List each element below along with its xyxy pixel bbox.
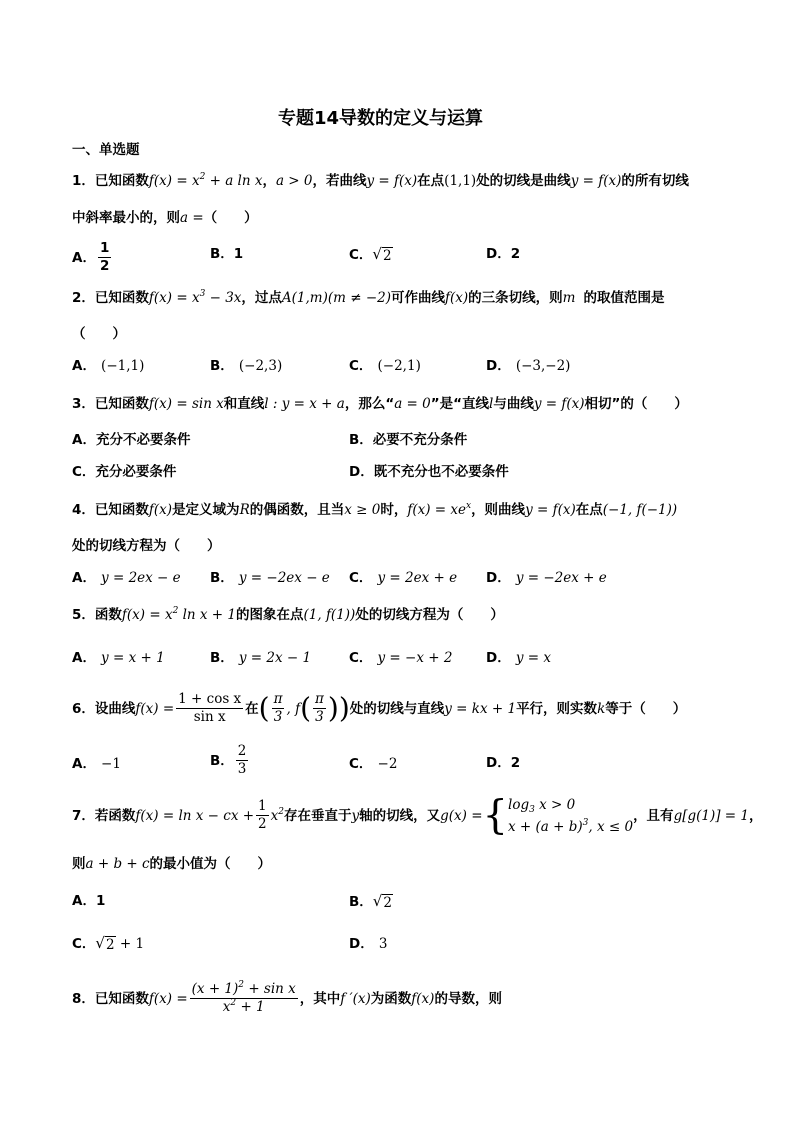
formula: y = f(x) (533, 396, 585, 412)
question-8-line-1 (72, 976, 502, 1021)
question-text: 函数 (94, 607, 122, 623)
formula: $f(x) = x^2$ ln x + 1 (121, 606, 236, 623)
formula: l : y = x + a (264, 396, 345, 412)
fraction: $\frac{\text{1 + cos x}}{\text{sin x}}$ (178, 691, 242, 725)
formula: $f(x) = x^2 + a$ ln x (148, 172, 263, 189)
formula: f(x) = (148, 991, 188, 1007)
question-text: 已知函数 (94, 502, 149, 518)
formula: f(x) = sin x (148, 396, 224, 412)
formula: (1,1) (444, 173, 477, 189)
question-text: ，其中 (299, 991, 341, 1007)
page-title: 专题14导数的定义与运算 (278, 108, 484, 129)
option-b: B．必要不充分条件 (349, 432, 468, 448)
formula: f(x) = (135, 701, 175, 717)
answer-paren: （ ） (72, 326, 126, 342)
formula: a = (180, 210, 204, 226)
option-c: C．充分必要条件 (72, 464, 177, 480)
question-text: 在点 (417, 173, 445, 189)
question-text: 时， (380, 502, 408, 518)
question-text: 在点 (575, 502, 603, 518)
formula: l (489, 396, 494, 412)
formula: R (239, 502, 250, 518)
option-c: C． y = 2ex + e (349, 570, 458, 586)
question-text: ”是“直线 (430, 396, 489, 412)
sqrt: √ 2 (372, 892, 392, 911)
question-6-line-1: 6．设曲线f(x) = $\frac{\text{1 + cos x}}{\text{sin x}}$ 在( $\frac{\pi}{3}$ , f( $\frac{\pi}{3}$ ))处的切线与直线y = kx + 1平行，则实数k等于（ ） (72, 691, 687, 725)
fraction: $\frac{2}{3}$ (237, 743, 247, 777)
question-text: 和直线 (223, 396, 265, 412)
formula: $f(x) = x^3 - 3x$ (148, 289, 242, 306)
question-3-line-1 (72, 393, 688, 414)
sqrt: √ 2 (95, 934, 115, 953)
formula: k (597, 701, 606, 717)
formula: f(x) (445, 290, 469, 306)
formula: y (351, 808, 360, 824)
fraction: $\frac{\pi}{3}$ (315, 691, 324, 725)
question-text: 在 (245, 701, 259, 717)
formula: (−1, f(−1)) (602, 502, 678, 518)
formula: a > 0 (275, 173, 313, 189)
option-d: D． y = x (486, 650, 551, 666)
option-d: D． y = −2ex + e (486, 570, 607, 586)
question-text: 等于（ ） (605, 701, 687, 717)
question-text: 相切”的（ ） (584, 396, 688, 412)
question-number: 5． (72, 607, 95, 623)
question-text: 已知函数 (94, 991, 149, 1007)
question-text: 的所有切线 (621, 173, 689, 189)
question-text: 则 (72, 856, 86, 872)
question-2-line-1 (72, 287, 664, 308)
formula: x ≥ 0 (344, 502, 381, 518)
formula: a + b + c (85, 856, 150, 872)
question-text: 轴的切线，又 (359, 808, 441, 824)
question-text: ， (262, 173, 276, 189)
option-a: A． −1 (72, 756, 121, 772)
question-text: 为函数 (370, 991, 412, 1007)
option-d: D．既不充分也不必要条件 (349, 464, 509, 480)
formula: f ′(x) (340, 991, 371, 1007)
option-a: A． y = x + 1 (72, 650, 165, 666)
question-text: 的偶函数，且当 (249, 502, 345, 518)
option-a: A．1 (72, 893, 106, 909)
question-text: 设曲线 (94, 701, 136, 717)
option-b: B． $\frac{2}{3}$ (210, 743, 247, 777)
question-number: 1． (72, 173, 95, 189)
formula: a = 0 (394, 396, 431, 412)
fraction: $\frac{1}{2}$ (258, 798, 267, 832)
question-text: 的导数，则 (434, 991, 502, 1007)
option-b: B． (−2,3) (210, 358, 283, 374)
formula: A(1,m)(m ≠ −2) (281, 290, 392, 306)
question-4-line-2: 处的切线方程为（ ） (72, 538, 221, 554)
question-text: 是定义域为 (172, 502, 240, 518)
option-c: C． √ 2 + 1 (72, 934, 145, 953)
formula: y = kx + 1 (444, 701, 517, 717)
option-c: C． −2 (349, 756, 398, 772)
sqrt: √ 2 (372, 245, 392, 264)
formula: g[g(1)] = 1 (673, 808, 749, 824)
option-b: B． y = −2ex − e (210, 570, 330, 586)
question-text: ，若曲线 (312, 173, 367, 189)
question-text: 与曲线 (493, 396, 534, 412)
question-number: 6． (72, 701, 95, 717)
question-text: ，且有 (633, 808, 674, 824)
question-text: 若函数 (94, 808, 136, 824)
option-b: B． √ 2 (349, 892, 392, 911)
question-text: 处的切线与直线 (349, 701, 445, 717)
question-number: 8． (72, 991, 95, 1007)
question-7-line-1 (72, 792, 763, 839)
question-text: 中斜率最小的，则 (72, 210, 180, 226)
formula: y = f(x) (570, 173, 622, 189)
formula: $f(x) = xe^x$ (407, 501, 472, 518)
question-text: 已知函数 (94, 173, 149, 189)
question-text: 存在垂直于 (284, 808, 352, 824)
bracket: )) (327, 691, 350, 725)
question-text: ，那么“ (344, 396, 395, 412)
option-c: C． y = −x + 2 (349, 650, 453, 666)
option-c: C． (−2,1) (349, 358, 421, 374)
question-1-line-1 (72, 170, 689, 191)
question-1-line-2 (72, 207, 258, 228)
formula: f(x) (148, 502, 173, 518)
formula: f(x) (411, 991, 435, 1007)
bracket: ( (258, 691, 270, 725)
question-4-line-1 (72, 499, 677, 520)
formula: (1, f(1)) (303, 607, 356, 623)
question-text: 处的切线方程为（ ） (355, 607, 504, 623)
question-number: 4． (72, 502, 95, 518)
option-b: B．1 (210, 246, 244, 262)
option-d: D．2 (486, 246, 521, 262)
option-d: D． 3 (349, 936, 388, 952)
formula: y = f(x) (525, 502, 576, 518)
option-a: A． $\frac{1}{2}$ (72, 240, 110, 274)
answer-paren: （ ） (203, 210, 258, 226)
question-text: 的三条切线，则 (468, 290, 563, 306)
question-text: 的最小值为（ ） (149, 856, 272, 872)
question-number: 2． (72, 290, 95, 306)
question-text: 已知函数 (94, 290, 149, 306)
question-number: 7． (72, 808, 95, 824)
formula: y = f(x) (366, 173, 418, 189)
question-text: ，则曲线 (471, 502, 526, 518)
question-text: ， (749, 808, 763, 824)
question-text: 处的切线是曲线 (476, 173, 571, 189)
option-a: A． y = 2ex − e (72, 570, 181, 586)
question-text: 可作曲线 (391, 290, 446, 306)
formula: f(x) = ln x − cx + (135, 808, 255, 824)
formula: g(x) = (440, 808, 483, 824)
brace: { (482, 792, 508, 839)
option-a: A． (−1,1) (72, 358, 145, 374)
bracket: ( (300, 691, 312, 725)
question-text: 的图象在点 (236, 607, 304, 623)
fraction: $\frac{1}{2}$ (99, 240, 110, 274)
question-5-line-1 (72, 604, 504, 625)
question-text: 已知函数 (94, 396, 149, 412)
question-text: 的取值范围是 (583, 290, 665, 306)
formula: $x^2$ (270, 807, 284, 824)
question-7-line-2 (72, 853, 271, 874)
fraction: $\frac{\pi}{3}$ (273, 691, 283, 725)
fraction: $\frac{(x + 1)^2 + \sin x}{x^2 + 1}$ (191, 980, 296, 1015)
section-heading: 一、单选题 (72, 142, 140, 158)
option-b: B． y = 2x − 1 (210, 650, 312, 666)
question-text: ，过点 (241, 290, 282, 306)
question-text: 平行，则实数 (516, 701, 598, 717)
option-a: A．充分不必要条件 (72, 432, 191, 448)
option-d: D．2 (486, 755, 521, 771)
formula: m (562, 290, 576, 306)
option-c: C． √ 2 (349, 245, 392, 264)
option-d: D． (−3,−2) (486, 358, 571, 374)
question-number: 3． (72, 396, 95, 412)
piecewise: $\log_3 x > 0$ $x + (a + b)^3$, x ≤ 0 (508, 796, 634, 835)
